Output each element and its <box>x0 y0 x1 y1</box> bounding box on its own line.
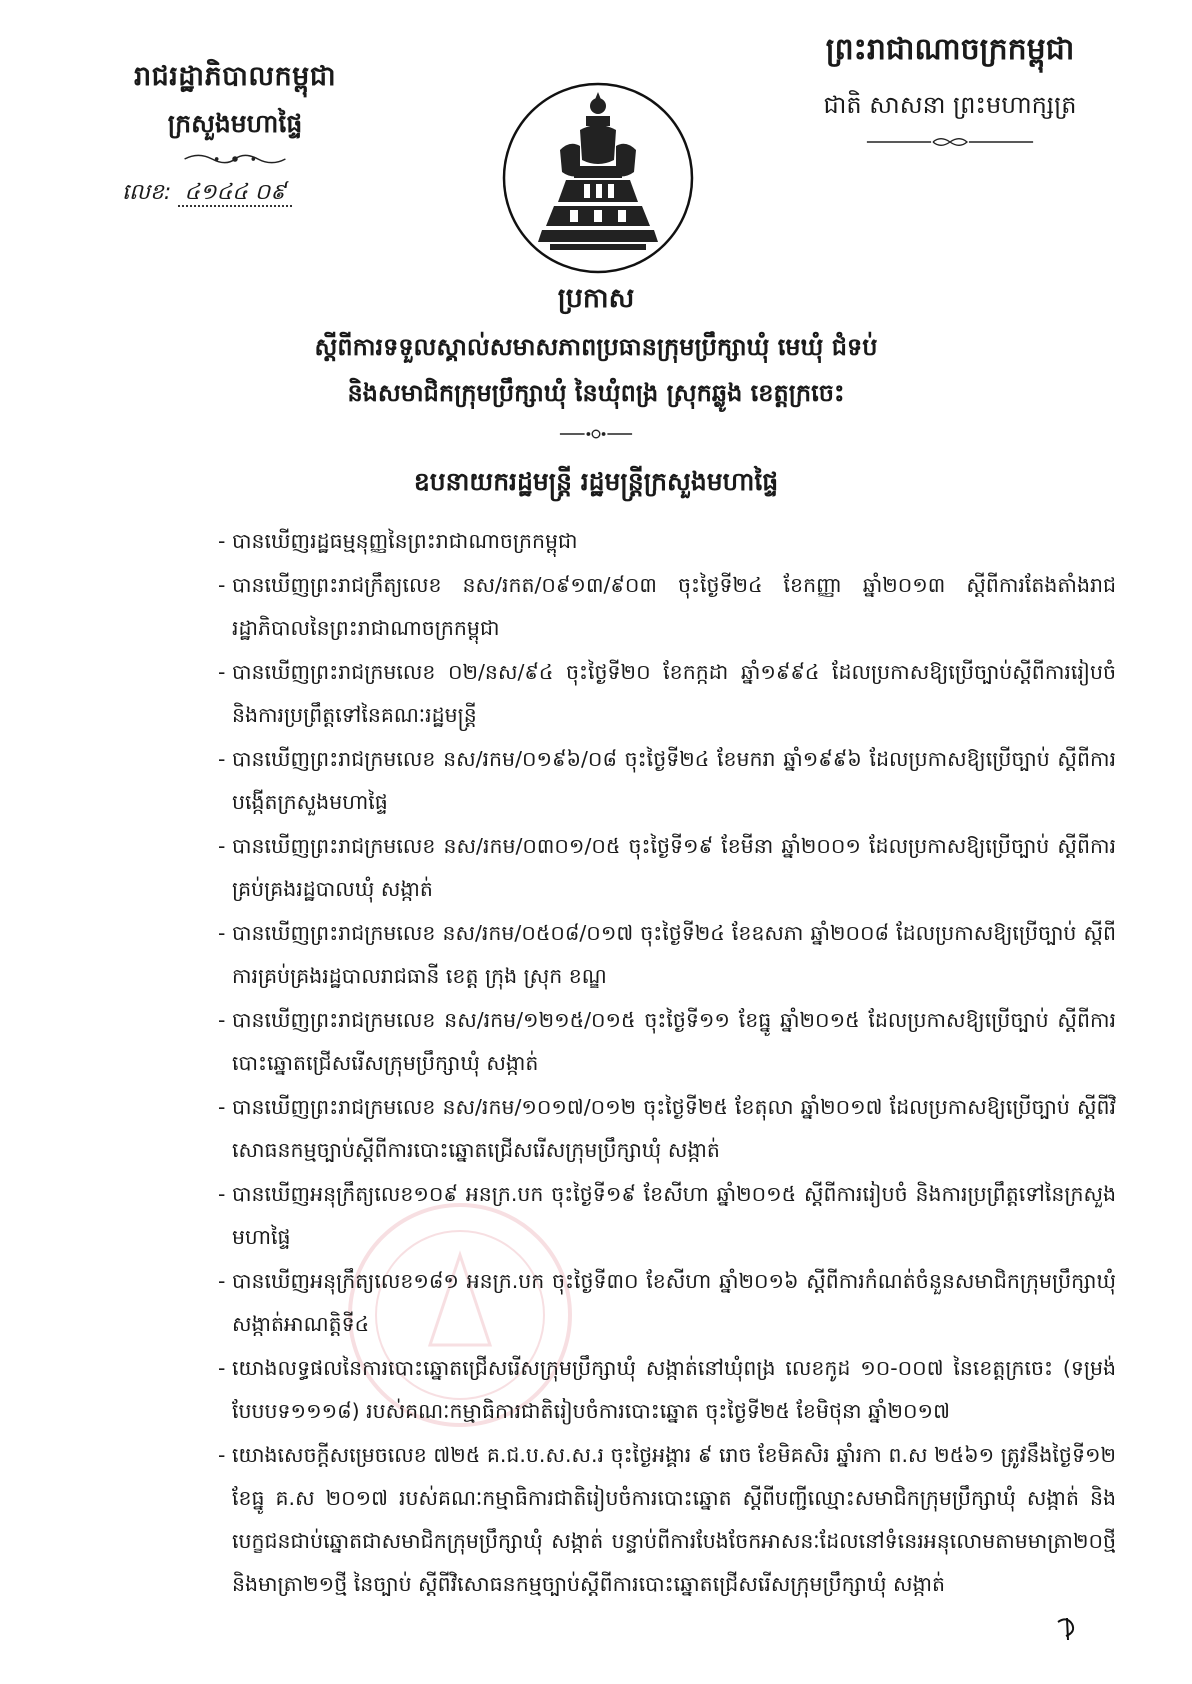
list-item: - បានឃើញព្រះរាជក្រមលេខ នស/រកម/០៣០១/០៥ ចុះថ្ងៃទី១៩ ខែមីនា ឆ្នាំ២០០១ ដែលប្រកាសឱ្យប្រើច្បាប់ ស្តីពីការគ្រប់គ្រងរដ្ឋបាលឃុំ សង្កាត់ <box>218 834 1116 901</box>
list-item: - បានឃើញព្រះរាជក្រមលេខ ០២/នស/៩៤ ចុះថ្ងៃទី២០ ខែកក្កដា ឆ្នាំ១៩៩៤ ដែលប្រកាសឱ្យប្រើច្បាប់ស្តីពីការរៀបចំ និងការប្រព្រឹត្តទៅនៃគណៈរដ្ឋមន្ត្រី <box>218 660 1116 727</box>
list-item: - បានឃើញព្រះរាជក្រឹត្យលេខ នស/រកត/០៩១៣/៩០៣ ចុះថ្ងៃទី២៤ ខែកញ្ញា ឆ្នាំ២០១៣ ស្តីពីការតែងតាំងរាជរដ្ឋាភិបាលនៃព្រះរាជាណាចក្រកម្ពុជា <box>218 573 1116 640</box>
royal-emblem-icon <box>500 80 696 276</box>
list-item: - បានឃើញព្រះរាជក្រមលេខ នស/រកម/១០១៧/០១២ ចុះថ្ងៃទី២៥ ខែតុលា ឆ្នាំ២០១៧ ដែលប្រកាសឱ្យប្រើច្បាប់ ស្តីពីវិសោធនកម្មច្បាប់ស្តីពីការបោះឆ្នោតជ្រើសរើសក្រុមប្រឹក្សាឃុំ សង្កាត់ <box>218 1095 1116 1162</box>
divider-ornament-icon <box>558 427 634 441</box>
reference-number <box>122 178 292 210</box>
kingdom-name: ព្រះរាជាណាចក្រកម្ពុជា <box>825 32 1075 67</box>
issuer-title: ឧបនាយករដ្ឋមន្ត្រី រដ្ឋមន្ត្រីក្រសួងមហាផ្ទៃ <box>413 467 779 496</box>
list-item: - បានឃើញព្រះរាជក្រមលេខ នស/រកម/១២១៥/០១៥ ចុះថ្ងៃទី១១ ខែធ្នូ ឆ្នាំ២០១៥ ដែលប្រកាសឱ្យប្រើច្បាប់ ស្តីពីការបោះឆ្នោតជ្រើសរើសក្រុមប្រឹក្សាឃុំ សង្កាត់ <box>218 1008 1116 1075</box>
ministry-name: ក្រសួងមហាផ្ទៃ <box>167 109 303 138</box>
list-item: - បានឃើញព្រះរាជក្រមលេខ នស/រកម/០១៩៦/០៨ ចុះថ្ងៃទី២៤ ខែមករា ឆ្នាំ១៩៩៦ ដែលប្រកាសឱ្យប្រើច្បាប់ ស្តីពីការបង្កើតក្រសួងមហាផ្ទៃ <box>218 747 1116 814</box>
reference-value: ៤១៤៤ ០៩ <box>178 180 292 207</box>
list-item: - យោងសេចក្តីសម្រេចលេខ ៧២៥ គ.ជ.ប.ស.ស.រ ចុះថ្ងៃអង្គារ ៩ រោច ខែមិគសិរ ឆ្នាំរកា ព.ស ២៥៦១ ត្រូវនឹងថ្ងៃទី១២ ខែធ្នូ គ.ស ២០១៧ របស់គណៈកម្មាធិការជាតិរៀបចំការបោះឆ្នោត ស្តីពីបញ្ជីឈ្មោះសមាជិកក្រុមប្រឹក្សាឃុំ សង្កាត់ និងបេក្ខជនជាប់ឆ្នោតជាសមាជិកក្រុមប្រឹក្សាឃុំ សង្កាត់ បន្ទាប់ពីការបែងចែកអាសនៈដែលនៅទំនេរអនុលោមតាមមាត្រា២០ថ្មី និងមាត្រា២១ថ្មី នៃច្បាប់ ស្តីពីវិសោធនកម្មច្បាប់ស្តីពីការបោះឆ្នោតជ្រើសរើសក្រុមប្រឹក្សាឃុំ សង្កាត់ <box>218 1443 1116 1596</box>
document-type: ប្រកាស <box>557 283 635 314</box>
kingdom-header <box>790 30 1110 153</box>
government-name: រាជរដ្ឋាភិបាលកម្ពុជា <box>133 61 337 92</box>
government-header <box>110 60 360 173</box>
subject-line-1: ស្តីពីការទទួលស្គាល់សមាសភាពប្រធានក្រុមប្រឹក្សាឃុំ មេឃុំ ជំទប់ <box>314 333 878 361</box>
list-item: - យោងលទ្ធផលនៃការបោះឆ្នោតជ្រើសរើសក្រុមប្រឹក្សាឃុំ សង្កាត់នៅឃុំពង្រ លេខកូដ ១០-០០៧ នៃខេត្តក្រចេះ (ទម្រង់បែបបទ១១១៨) របស់គណៈកម្មាធិការជាតិរៀបចំការបោះឆ្នោត ចុះថ្ងៃទី២៥ ខែមិថុនា ឆ្នាំ២០១៧ <box>218 1356 1116 1423</box>
considerations-list <box>218 520 1116 1607</box>
reference-label: លេខ: <box>122 180 172 205</box>
list-item: - បានឃើញព្រះរាជក្រមលេខ នស/រកម/០៥០៨/០១៧ ចុះថ្ងៃទី២៤ ខែឧសភា ឆ្នាំ២០០៨ ដែលប្រកាសឱ្យប្រើច្បាប់ ស្តីពីការគ្រប់គ្រងរដ្ឋបាលរាជធានី ខេត្ត ក្រុង ស្រុក ខណ្ឌ <box>218 921 1116 988</box>
national-motto: ជាតិ សាសនា ព្រះមហាក្សត្រ <box>823 91 1077 119</box>
list-item: - បានឃើញអនុក្រឹត្យលេខ១៨១ អនក្រ.បក ចុះថ្ងៃទី៣០ ខែសីហា ឆ្នាំ២០១៦ ស្តីពីការកំណត់ចំនួនសមាជិកក្រុមប្រឹក្សាឃុំ សង្កាត់អាណត្តិទី៤ <box>218 1269 1116 1336</box>
list-item: - បានឃើញរដ្ឋធម្មនុញ្ញនៃព្រះរាជាណាចក្រកម្ពុជា <box>218 529 578 553</box>
subject-line-2: និងសមាជិកក្រុមប្រឹក្សាឃុំ នៃឃុំពង្រ ស្រុកឆ្លូង ខេត្តក្រចេះ <box>347 379 845 407</box>
ornament-icon <box>865 135 1035 149</box>
ornament-icon <box>180 149 290 169</box>
list-item: - បានឃើញអនុក្រឹត្យលេខ១០៩ អនក្រ.បក ចុះថ្ងៃទី១៩ ខែសីហា ឆ្នាំ២០១៥ ស្តីពីការរៀបចំ និងការប្រព្រឹត្តទៅនៃក្រសួងមហាផ្ទៃ <box>218 1182 1116 1249</box>
initial-mark-icon <box>1052 1612 1082 1642</box>
title-block <box>0 282 1192 503</box>
